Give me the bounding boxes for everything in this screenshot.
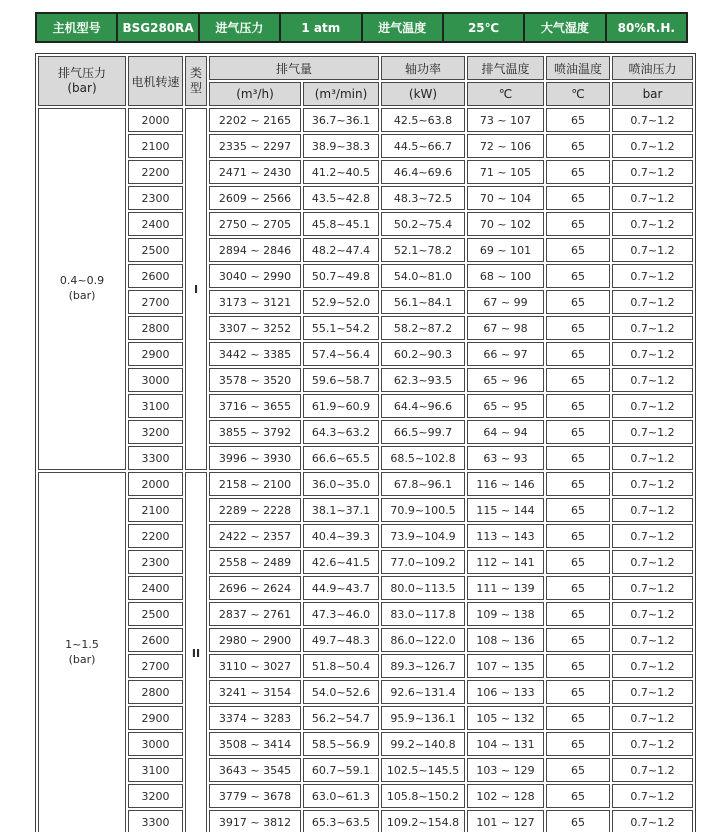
col-unit-m3min: (m³/min) (303, 82, 379, 106)
pressure-range-cell (38, 108, 126, 470)
oil-temp-cell: 65 (546, 732, 610, 756)
capacity-m3min-cell: 43.5~42.8 (303, 186, 379, 210)
capacity-m3min-cell: 61.9~60.9 (303, 394, 379, 418)
capacity-m3h-cell: 2980 ~ 2900 (209, 628, 301, 652)
capacity-m3h-cell: 2696 ~ 2624 (209, 576, 301, 600)
discharge-temp-cell: 113 ~ 143 (467, 524, 544, 548)
capacity-m3h-cell: 3508 ~ 3414 (209, 732, 301, 756)
table-row (38, 316, 693, 340)
col-header-oil-temp: 喷油温度 (546, 56, 610, 80)
capacity-m3h-cell: 2158 ~ 2100 (209, 472, 301, 496)
table-row (38, 446, 693, 470)
oil-pressure-cell: 0.7~1.2 (612, 186, 693, 210)
capacity-m3min-cell: 65.3~63.5 (303, 810, 379, 832)
table-row (38, 524, 693, 548)
col-unit-m3h: (m³/h) (209, 82, 301, 106)
capacity-m3h-cell: 2335 ~ 2297 (209, 134, 301, 158)
oil-temp-cell: 65 (546, 706, 610, 730)
oil-temp-cell: 65 (546, 134, 610, 158)
motor-speed-cell: 2000 (128, 472, 183, 496)
oil-temp-cell: 65 (546, 758, 610, 782)
shaft-power-cell: 46.4~69.6 (381, 160, 465, 184)
oil-temp-cell: 65 (546, 524, 610, 548)
discharge-temp-cell: 70 ~ 102 (467, 212, 544, 236)
motor-speed-cell: 2900 (128, 706, 183, 730)
table-row (38, 186, 693, 210)
pressure-range-unit: (bar) (68, 653, 96, 666)
discharge-temp-cell: 104 ~ 131 (467, 732, 544, 756)
oil-temp-cell: 65 (546, 394, 610, 418)
shaft-power-cell: 56.1~84.1 (381, 290, 465, 314)
discharge-temp-cell: 69 ~ 101 (467, 238, 544, 262)
discharge-temp-cell: 67 ~ 99 (467, 290, 544, 314)
discharge-temp-cell: 103 ~ 129 (467, 758, 544, 782)
discharge-temp-cell: 66 ~ 97 (467, 342, 544, 366)
type-label-line2: 型 (189, 81, 202, 95)
table-row (38, 602, 693, 626)
table-row (38, 134, 693, 158)
capacity-m3min-cell: 57.4~56.4 (303, 342, 379, 366)
shaft-power-cell: 52.1~78.2 (381, 238, 465, 262)
table-row (38, 550, 693, 574)
motor-speed-cell: 2400 (128, 212, 183, 236)
oil-temp-cell: 65 (546, 498, 610, 522)
capacity-m3h-cell: 2750 ~ 2705 (209, 212, 301, 236)
type-label-line1: 类 (189, 66, 202, 80)
capacity-m3h-cell: 3855 ~ 3792 (209, 420, 301, 444)
capacity-m3min-cell: 52.9~52.0 (303, 290, 379, 314)
discharge-temp-cell: 115 ~ 144 (467, 498, 544, 522)
col-header-motor-speed: 电机转速 (128, 56, 183, 106)
capacity-m3h-cell: 2289 ~ 2228 (209, 498, 301, 522)
table-row (38, 238, 693, 262)
table-row (38, 810, 693, 832)
capacity-m3h-cell: 3917 ~ 3812 (209, 810, 301, 832)
capacity-m3min-cell: 38.1~37.1 (303, 498, 379, 522)
inlet-pressure-label: 进气压力 (200, 14, 279, 41)
discharge-temp-cell: 67 ~ 98 (467, 316, 544, 340)
discharge-temp-cell: 65 ~ 95 (467, 394, 544, 418)
oil-temp-cell: 65 (546, 602, 610, 626)
discharge-temp-cell: 72 ~ 106 (467, 134, 544, 158)
oil-pressure-cell: 0.7~1.2 (612, 134, 693, 158)
oil-temp-cell: 65 (546, 472, 610, 496)
motor-speed-cell: 2300 (128, 550, 183, 574)
oil-temp-cell: 65 (546, 420, 610, 444)
shaft-power-cell: 54.0~81.0 (381, 264, 465, 288)
oil-pressure-cell: 0.7~1.2 (612, 576, 693, 600)
shaft-power-cell: 70.9~100.5 (381, 498, 465, 522)
capacity-m3h-cell: 3996 ~ 3930 (209, 446, 301, 470)
oil-pressure-cell: 0.7~1.2 (612, 446, 693, 470)
oil-temp-cell: 65 (546, 576, 610, 600)
oil-temp-cell: 65 (546, 446, 610, 470)
table-row (38, 706, 693, 730)
capacity-m3h-cell: 3110 ~ 3027 (209, 654, 301, 678)
motor-speed-cell: 2100 (128, 134, 183, 158)
inlet-temp-label: 进气温度 (363, 14, 442, 41)
oil-pressure-cell: 0.7~1.2 (612, 602, 693, 626)
capacity-m3h-cell: 2837 ~ 2761 (209, 602, 301, 626)
capacity-m3h-cell: 3578 ~ 3520 (209, 368, 301, 392)
table-row (38, 212, 693, 236)
capacity-m3min-cell: 36.7~36.1 (303, 108, 379, 132)
capacity-m3min-cell: 59.6~58.7 (303, 368, 379, 392)
oil-pressure-cell: 0.7~1.2 (612, 654, 693, 678)
col-unit-discharge-temp: ℃ (467, 82, 544, 106)
col-unit-oil-temp: ℃ (546, 82, 610, 106)
capacity-m3h-cell: 2609 ~ 2566 (209, 186, 301, 210)
motor-speed-cell: 2800 (128, 316, 183, 340)
table-row (38, 732, 693, 756)
shaft-power-cell: 83.0~117.8 (381, 602, 465, 626)
oil-temp-cell: 65 (546, 238, 610, 262)
capacity-m3min-cell: 60.7~59.1 (303, 758, 379, 782)
capacity-m3min-cell: 36.0~35.0 (303, 472, 379, 496)
oil-pressure-cell: 0.7~1.2 (612, 498, 693, 522)
oil-pressure-cell: 0.7~1.2 (612, 550, 693, 574)
table-row (38, 758, 693, 782)
performance-table-header (38, 56, 693, 106)
oil-pressure-cell: 0.7~1.2 (612, 342, 693, 366)
shaft-power-cell: 89.3~126.7 (381, 654, 465, 678)
discharge-pressure-label: 排气压力 (57, 66, 106, 80)
shaft-power-cell: 60.2~90.3 (381, 342, 465, 366)
oil-temp-cell: 65 (546, 784, 610, 808)
table-row (38, 420, 693, 444)
motor-speed-cell: 3300 (128, 446, 183, 470)
oil-temp-cell: 65 (546, 108, 610, 132)
oil-pressure-cell: 0.7~1.2 (612, 368, 693, 392)
discharge-temp-cell: 112 ~ 141 (467, 550, 544, 574)
capacity-m3h-cell: 3307 ~ 3252 (209, 316, 301, 340)
table-row (38, 394, 693, 418)
oil-temp-cell: 65 (546, 628, 610, 652)
ambient-humidity-value: 80%R.H. (607, 14, 686, 41)
capacity-m3h-cell: 3716 ~ 3655 (209, 394, 301, 418)
table-row (38, 160, 693, 184)
discharge-temp-cell: 73 ~ 107 (467, 108, 544, 132)
shaft-power-cell: 50.2~75.4 (381, 212, 465, 236)
capacity-m3min-cell: 64.3~63.2 (303, 420, 379, 444)
discharge-temp-cell: 68 ~ 100 (467, 264, 544, 288)
discharge-temp-cell: 108 ~ 136 (467, 628, 544, 652)
shaft-power-cell: 86.0~122.0 (381, 628, 465, 652)
oil-temp-cell: 65 (546, 680, 610, 704)
capacity-m3h-cell: 3374 ~ 3283 (209, 706, 301, 730)
table-row (38, 472, 693, 496)
oil-pressure-cell: 0.7~1.2 (612, 628, 693, 652)
capacity-m3min-cell: 45.8~45.1 (303, 212, 379, 236)
capacity-m3h-cell: 2894 ~ 2846 (209, 238, 301, 262)
host-model-value: BSG280RA (118, 14, 197, 41)
shaft-power-cell: 58.2~87.2 (381, 316, 465, 340)
oil-pressure-cell: 0.7~1.2 (612, 472, 693, 496)
motor-speed-cell: 2700 (128, 654, 183, 678)
oil-pressure-cell: 0.7~1.2 (612, 212, 693, 236)
performance-table (35, 53, 696, 832)
oil-pressure-cell: 0.7~1.2 (612, 238, 693, 262)
oil-temp-cell: 65 (546, 316, 610, 340)
shaft-power-cell: 62.3~93.5 (381, 368, 465, 392)
header-row-1 (38, 56, 693, 80)
motor-speed-cell: 2200 (128, 160, 183, 184)
capacity-m3min-cell: 49.7~48.3 (303, 628, 379, 652)
oil-pressure-cell: 0.7~1.2 (612, 264, 693, 288)
table-row (38, 342, 693, 366)
capacity-m3min-cell: 47.3~46.0 (303, 602, 379, 626)
inlet-pressure-value: 1 atm (281, 14, 360, 41)
oil-pressure-cell: 0.7~1.2 (612, 108, 693, 132)
motor-speed-cell: 3300 (128, 810, 183, 832)
oil-temp-cell: 65 (546, 212, 610, 236)
motor-speed-cell: 3000 (128, 368, 183, 392)
oil-pressure-cell: 0.7~1.2 (612, 420, 693, 444)
ambient-humidity-label: 大气湿度 (525, 14, 604, 41)
capacity-m3min-cell: 51.8~50.4 (303, 654, 379, 678)
oil-pressure-cell: 0.7~1.2 (612, 316, 693, 340)
oil-pressure-cell: 0.7~1.2 (612, 524, 693, 548)
capacity-m3min-cell: 63.0~61.3 (303, 784, 379, 808)
capacity-m3min-cell: 40.4~39.3 (303, 524, 379, 548)
oil-pressure-cell: 0.7~1.2 (612, 394, 693, 418)
table-row (38, 628, 693, 652)
col-header-discharge-pressure (38, 56, 126, 106)
table-row (38, 576, 693, 600)
type-cell: I (185, 108, 207, 470)
motor-speed-cell: 3200 (128, 420, 183, 444)
table-row (38, 368, 693, 392)
oil-temp-cell: 65 (546, 550, 610, 574)
col-header-oil-pressure: 喷油压力 (612, 56, 693, 80)
shaft-power-cell: 48.3~72.5 (381, 186, 465, 210)
shaft-power-cell: 105.8~150.2 (381, 784, 465, 808)
capacity-m3h-cell: 3779 ~ 3678 (209, 784, 301, 808)
table-row (38, 654, 693, 678)
oil-pressure-cell: 0.7~1.2 (612, 784, 693, 808)
shaft-power-cell: 66.5~99.7 (381, 420, 465, 444)
capacity-m3h-cell: 3040 ~ 2990 (209, 264, 301, 288)
capacity-m3h-cell: 3643 ~ 3545 (209, 758, 301, 782)
motor-speed-cell: 2500 (128, 602, 183, 626)
motor-speed-cell: 2700 (128, 290, 183, 314)
capacity-m3min-cell: 48.2~47.4 (303, 238, 379, 262)
oil-temp-cell: 65 (546, 810, 610, 832)
operating-conditions-row (37, 14, 686, 41)
discharge-temp-cell: 106 ~ 133 (467, 680, 544, 704)
capacity-m3h-cell: 3173 ~ 3121 (209, 290, 301, 314)
discharge-temp-cell: 102 ~ 128 (467, 784, 544, 808)
shaft-power-cell: 80.0~113.5 (381, 576, 465, 600)
discharge-temp-cell: 71 ~ 105 (467, 160, 544, 184)
discharge-temp-cell: 105 ~ 132 (467, 706, 544, 730)
oil-pressure-cell: 0.7~1.2 (612, 290, 693, 314)
motor-speed-cell: 2600 (128, 264, 183, 288)
discharge-temp-cell: 64 ~ 94 (467, 420, 544, 444)
operating-conditions-bar (35, 12, 688, 43)
oil-pressure-cell: 0.7~1.2 (612, 758, 693, 782)
motor-speed-cell: 3200 (128, 784, 183, 808)
shaft-power-cell: 102.5~145.5 (381, 758, 465, 782)
capacity-m3min-cell: 55.1~54.2 (303, 316, 379, 340)
col-unit-oil-pressure: bar (612, 82, 693, 106)
capacity-m3min-cell: 41.2~40.5 (303, 160, 379, 184)
oil-temp-cell: 65 (546, 186, 610, 210)
shaft-power-cell: 92.6~131.4 (381, 680, 465, 704)
discharge-temp-cell: 63 ~ 93 (467, 446, 544, 470)
capacity-m3h-cell: 2558 ~ 2489 (209, 550, 301, 574)
capacity-m3h-cell: 3442 ~ 3385 (209, 342, 301, 366)
shaft-power-cell: 44.5~66.7 (381, 134, 465, 158)
motor-speed-cell: 2600 (128, 628, 183, 652)
inlet-temp-value: 25℃ (444, 14, 523, 41)
col-header-discharge-temp: 排气温度 (467, 56, 544, 80)
motor-speed-cell: 3000 (128, 732, 183, 756)
discharge-temp-cell: 70 ~ 104 (467, 186, 544, 210)
motor-speed-cell: 2000 (128, 108, 183, 132)
motor-speed-cell: 2300 (128, 186, 183, 210)
motor-speed-cell: 2500 (128, 238, 183, 262)
oil-pressure-cell: 0.7~1.2 (612, 160, 693, 184)
shaft-power-cell: 73.9~104.9 (381, 524, 465, 548)
shaft-power-cell: 95.9~136.1 (381, 706, 465, 730)
discharge-temp-cell: 107 ~ 135 (467, 654, 544, 678)
shaft-power-cell: 77.0~109.2 (381, 550, 465, 574)
motor-speed-cell: 2100 (128, 498, 183, 522)
motor-speed-cell: 2200 (128, 524, 183, 548)
discharge-temp-cell: 65 ~ 96 (467, 368, 544, 392)
table-row (38, 290, 693, 314)
oil-temp-cell: 65 (546, 160, 610, 184)
motor-speed-cell: 2800 (128, 680, 183, 704)
oil-temp-cell: 65 (546, 290, 610, 314)
pressure-range-unit: (bar) (68, 289, 96, 302)
shaft-power-cell: 67.8~96.1 (381, 472, 465, 496)
motor-speed-cell: 3100 (128, 758, 183, 782)
oil-temp-cell: 65 (546, 264, 610, 288)
spec-table-body (38, 108, 693, 832)
motor-speed-cell: 3100 (128, 394, 183, 418)
motor-speed-cell: 2400 (128, 576, 183, 600)
capacity-m3min-cell: 54.0~52.6 (303, 680, 379, 704)
col-header-type (185, 56, 207, 106)
capacity-m3h-cell: 2422 ~ 2357 (209, 524, 301, 548)
capacity-m3min-cell: 44.9~43.7 (303, 576, 379, 600)
shaft-power-cell: 42.5~63.8 (381, 108, 465, 132)
discharge-pressure-unit: (bar) (67, 81, 97, 95)
shaft-power-cell: 109.2~154.8 (381, 810, 465, 832)
oil-pressure-cell: 0.7~1.2 (612, 680, 693, 704)
capacity-m3min-cell: 66.6~65.5 (303, 446, 379, 470)
pressure-range-cell (38, 472, 126, 832)
motor-speed-cell: 2900 (128, 342, 183, 366)
capacity-m3h-cell: 3241 ~ 3154 (209, 680, 301, 704)
table-row (38, 784, 693, 808)
capacity-m3min-cell: 42.6~41.5 (303, 550, 379, 574)
pressure-range-value: 0.4~0.9 (59, 274, 105, 288)
oil-temp-cell: 65 (546, 654, 610, 678)
pressure-range-value: 1~1.5 (65, 638, 99, 652)
type-cell: II (185, 472, 207, 832)
capacity-m3h-cell: 2202 ~ 2165 (209, 108, 301, 132)
discharge-temp-cell: 101 ~ 127 (467, 810, 544, 832)
table-row (38, 264, 693, 288)
capacity-m3min-cell: 50.7~49.8 (303, 264, 379, 288)
capacity-m3min-cell: 58.5~56.9 (303, 732, 379, 756)
capacity-m3h-cell: 2471 ~ 2430 (209, 160, 301, 184)
table-row (38, 680, 693, 704)
table-row (38, 108, 693, 132)
capacity-m3min-cell: 56.2~54.7 (303, 706, 379, 730)
discharge-temp-cell: 109 ~ 138 (467, 602, 544, 626)
discharge-temp-cell: 116 ~ 146 (467, 472, 544, 496)
table-row (38, 498, 693, 522)
shaft-power-cell: 99.2~140.8 (381, 732, 465, 756)
col-header-shaft-power: 轴功率 (381, 56, 465, 80)
col-header-capacity: 排气量 (209, 56, 379, 80)
shaft-power-cell: 68.5~102.8 (381, 446, 465, 470)
oil-temp-cell: 65 (546, 368, 610, 392)
oil-pressure-cell: 0.7~1.2 (612, 810, 693, 832)
oil-pressure-cell: 0.7~1.2 (612, 732, 693, 756)
capacity-m3min-cell: 38.9~38.3 (303, 134, 379, 158)
oil-temp-cell: 65 (546, 342, 610, 366)
discharge-temp-cell: 111 ~ 139 (467, 576, 544, 600)
col-unit-kw: (kW) (381, 82, 465, 106)
shaft-power-cell: 64.4~96.6 (381, 394, 465, 418)
oil-pressure-cell: 0.7~1.2 (612, 706, 693, 730)
host-model-label: 主机型号 (37, 14, 116, 41)
